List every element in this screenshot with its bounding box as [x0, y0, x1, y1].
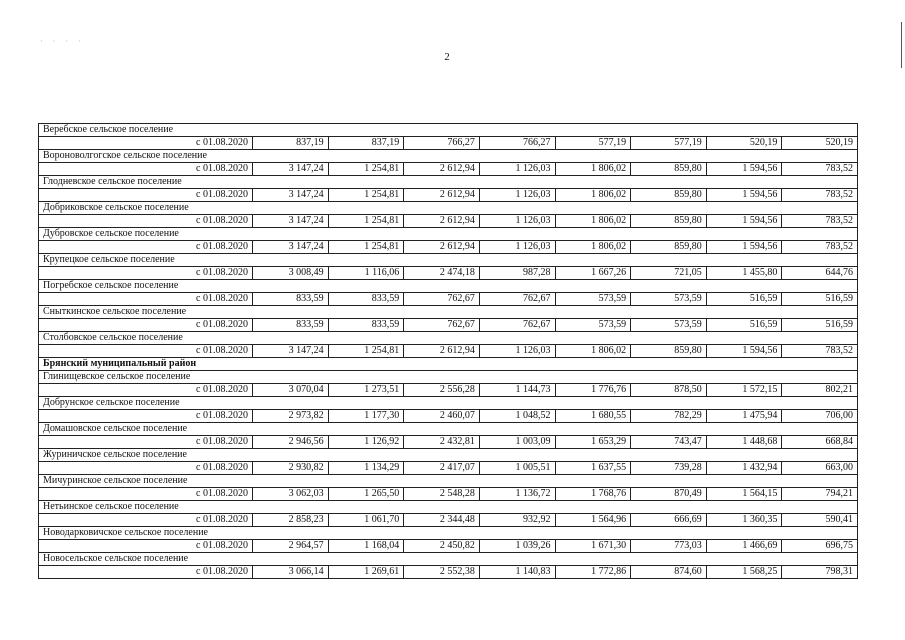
value-cell: 1 061,70: [328, 514, 404, 527]
date-cell: с 01.08.2020: [39, 345, 253, 358]
value-cell: 2 450,82: [404, 540, 480, 553]
value-cell: 1 653,29: [555, 436, 631, 449]
value-cell: 1 048,52: [479, 410, 555, 423]
value-cell: 1 273,51: [328, 384, 404, 397]
settlement-name: Крупецкое сельское поселение: [39, 254, 858, 267]
value-cell: 1 254,81: [328, 345, 404, 358]
value-cell: 1 594,56: [706, 189, 782, 202]
settlement-heading-row: [39, 475, 858, 488]
settlement-name: Новосельское сельское поселение: [39, 553, 858, 566]
value-cell: 573,59: [631, 319, 707, 332]
value-cell: 2 417,07: [404, 462, 480, 475]
value-cell: 1 594,56: [706, 215, 782, 228]
value-cell: 1 564,96: [555, 514, 631, 527]
value-cell: 2 556,28: [404, 384, 480, 397]
date-cell: с 01.08.2020: [39, 540, 253, 553]
value-cell: 837,19: [328, 137, 404, 150]
settlement-heading-row: [39, 527, 858, 540]
value-cell: 1 475,94: [706, 410, 782, 423]
value-cell: 3 147,24: [253, 189, 329, 202]
tariff-table-body: [39, 124, 858, 579]
table-row: [39, 137, 858, 150]
value-cell: 1 265,50: [328, 488, 404, 501]
value-cell: 773,03: [631, 540, 707, 553]
value-cell: 932,92: [479, 514, 555, 527]
settlement-name: Сныткинское сельское поселение: [39, 306, 858, 319]
settlement-name: Дубровское сельское поселение: [39, 228, 858, 241]
value-cell: 516,59: [706, 319, 782, 332]
value-cell: 859,80: [631, 163, 707, 176]
value-cell: 1 455,80: [706, 267, 782, 280]
value-cell: 859,80: [631, 345, 707, 358]
value-cell: 1 594,56: [706, 163, 782, 176]
table-row: [39, 566, 858, 579]
tariff-table: [38, 123, 858, 579]
value-cell: 783,52: [782, 189, 858, 202]
value-cell: 878,50: [631, 384, 707, 397]
date-cell: с 01.08.2020: [39, 384, 253, 397]
value-cell: 2 930,82: [253, 462, 329, 475]
settlement-heading-row: [39, 202, 858, 215]
table-row: [39, 410, 858, 423]
value-cell: 3 147,24: [253, 163, 329, 176]
settlement-heading-row: [39, 306, 858, 319]
table-row: [39, 319, 858, 332]
settlement-heading-row: [39, 228, 858, 241]
value-cell: 1 126,03: [479, 215, 555, 228]
table-row: [39, 163, 858, 176]
value-cell: 516,59: [782, 319, 858, 332]
settlement-heading-row: [39, 449, 858, 462]
date-cell: с 01.08.2020: [39, 137, 253, 150]
value-cell: 1 126,03: [479, 241, 555, 254]
value-cell: 1 039,26: [479, 540, 555, 553]
value-cell: 706,00: [782, 410, 858, 423]
value-cell: 833,59: [253, 319, 329, 332]
settlement-name: Глинищевское сельское поселение: [39, 371, 858, 384]
settlement-heading-row: [39, 397, 858, 410]
value-cell: 1 254,81: [328, 189, 404, 202]
value-cell: 2 612,94: [404, 163, 480, 176]
value-cell: 2 858,23: [253, 514, 329, 527]
value-cell: 3 147,24: [253, 215, 329, 228]
value-cell: 1 177,30: [328, 410, 404, 423]
table-row: [39, 189, 858, 202]
value-cell: 1 594,56: [706, 345, 782, 358]
date-cell: с 01.08.2020: [39, 293, 253, 306]
value-cell: 1 768,76: [555, 488, 631, 501]
value-cell: 1 448,68: [706, 436, 782, 449]
value-cell: 1 254,81: [328, 241, 404, 254]
page-number: 2: [444, 51, 450, 63]
value-cell: 696,75: [782, 540, 858, 553]
value-cell: 782,29: [631, 410, 707, 423]
date-cell: с 01.08.2020: [39, 410, 253, 423]
value-cell: 1 776,76: [555, 384, 631, 397]
value-cell: 2 612,94: [404, 189, 480, 202]
table-row: [39, 540, 858, 553]
value-cell: 874,60: [631, 566, 707, 579]
value-cell: 1 126,03: [479, 345, 555, 358]
value-cell: 870,49: [631, 488, 707, 501]
value-cell: 2 344,48: [404, 514, 480, 527]
settlement-name: Вороноволгогское сельское поселение: [39, 150, 858, 163]
settlement-heading-row: [39, 176, 858, 189]
value-cell: 644,76: [782, 267, 858, 280]
table-row: [39, 267, 858, 280]
value-cell: 721,05: [631, 267, 707, 280]
value-cell: 1 254,81: [328, 163, 404, 176]
scan-edge-mark: [901, 22, 902, 68]
date-cell: с 01.08.2020: [39, 514, 253, 527]
value-cell: 833,59: [253, 293, 329, 306]
value-cell: 798,31: [782, 566, 858, 579]
settlement-heading-row: [39, 332, 858, 345]
district-name: Брянский муниципальный район: [39, 358, 858, 371]
table-row: [39, 436, 858, 449]
value-cell: 520,19: [706, 137, 782, 150]
value-cell: 783,52: [782, 345, 858, 358]
value-cell: 2 460,07: [404, 410, 480, 423]
value-cell: 766,27: [404, 137, 480, 150]
settlement-name: Добриковское сельское поселение: [39, 202, 858, 215]
date-cell: с 01.08.2020: [39, 267, 253, 280]
settlement-heading-row: [39, 371, 858, 384]
value-cell: 762,67: [404, 319, 480, 332]
settlement-heading-row: [39, 553, 858, 566]
value-cell: 2 432,81: [404, 436, 480, 449]
settlement-name: Новодарковичское сельское поселение: [39, 527, 858, 540]
value-cell: 762,67: [479, 319, 555, 332]
value-cell: 3 062,03: [253, 488, 329, 501]
value-cell: 987,28: [479, 267, 555, 280]
settlement-name: Столбовское сельское поселение: [39, 332, 858, 345]
value-cell: 2 612,94: [404, 241, 480, 254]
value-cell: 573,59: [555, 319, 631, 332]
value-cell: 1 568,25: [706, 566, 782, 579]
value-cell: 794,21: [782, 488, 858, 501]
value-cell: 3 147,24: [253, 345, 329, 358]
value-cell: 577,19: [555, 137, 631, 150]
value-cell: 739,28: [631, 462, 707, 475]
date-cell: с 01.08.2020: [39, 566, 253, 579]
value-cell: 1 126,03: [479, 189, 555, 202]
value-cell: 666,69: [631, 514, 707, 527]
value-cell: 1 254,81: [328, 215, 404, 228]
value-cell: 833,59: [328, 319, 404, 332]
table-row: [39, 293, 858, 306]
value-cell: 766,27: [479, 137, 555, 150]
table-row: [39, 488, 858, 501]
value-cell: 1 126,92: [328, 436, 404, 449]
settlement-name: Погребское сельское поселение: [39, 280, 858, 293]
value-cell: 1 136,72: [479, 488, 555, 501]
settlement-heading-row: [39, 280, 858, 293]
date-cell: с 01.08.2020: [39, 462, 253, 475]
value-cell: 573,59: [555, 293, 631, 306]
value-cell: 516,59: [782, 293, 858, 306]
value-cell: 1 360,35: [706, 514, 782, 527]
value-cell: 1 671,30: [555, 540, 631, 553]
district-heading-row: [39, 358, 858, 371]
value-cell: 516,59: [706, 293, 782, 306]
scan-artifact: · · · ·: [40, 37, 85, 46]
settlement-name: Глодневское сельское поселение: [39, 176, 858, 189]
value-cell: 1 432,94: [706, 462, 782, 475]
value-cell: 859,80: [631, 241, 707, 254]
value-cell: 3 008,49: [253, 267, 329, 280]
date-cell: с 01.08.2020: [39, 215, 253, 228]
value-cell: 783,52: [782, 163, 858, 176]
value-cell: 3 070,04: [253, 384, 329, 397]
value-cell: 1 806,02: [555, 163, 631, 176]
value-cell: 573,59: [631, 293, 707, 306]
date-cell: с 01.08.2020: [39, 488, 253, 501]
table-row: [39, 215, 858, 228]
value-cell: 762,67: [479, 293, 555, 306]
settlement-name: Мичуринское сельское поселение: [39, 475, 858, 488]
table-row: [39, 345, 858, 358]
value-cell: 783,52: [782, 215, 858, 228]
value-cell: 2 612,94: [404, 345, 480, 358]
value-cell: 783,52: [782, 241, 858, 254]
value-cell: 1 680,55: [555, 410, 631, 423]
value-cell: 2 548,28: [404, 488, 480, 501]
settlement-name: Добрунское сельское поселение: [39, 397, 858, 410]
value-cell: 1 572,15: [706, 384, 782, 397]
table-row: [39, 514, 858, 527]
date-cell: с 01.08.2020: [39, 436, 253, 449]
value-cell: 1 126,03: [479, 163, 555, 176]
value-cell: 663,00: [782, 462, 858, 475]
value-cell: 1 144,73: [479, 384, 555, 397]
value-cell: 859,80: [631, 215, 707, 228]
value-cell: 2 973,82: [253, 410, 329, 423]
settlement-name: Нетьинское сельское поселение: [39, 501, 858, 514]
settlement-name: Веребское сельское поселение: [39, 124, 858, 137]
value-cell: 1 269,61: [328, 566, 404, 579]
value-cell: 1 806,02: [555, 215, 631, 228]
value-cell: 1 003,09: [479, 436, 555, 449]
table-row: [39, 241, 858, 254]
value-cell: 1 168,04: [328, 540, 404, 553]
value-cell: 1 806,02: [555, 189, 631, 202]
value-cell: 1 116,06: [328, 267, 404, 280]
value-cell: 802,21: [782, 384, 858, 397]
settlement-name: Домашовское сельское поселение: [39, 423, 858, 436]
value-cell: 1 466,69: [706, 540, 782, 553]
value-cell: 1 637,55: [555, 462, 631, 475]
value-cell: 1 806,02: [555, 241, 631, 254]
value-cell: 590,41: [782, 514, 858, 527]
date-cell: с 01.08.2020: [39, 163, 253, 176]
value-cell: 743,47: [631, 436, 707, 449]
table-row: [39, 462, 858, 475]
settlement-heading-row: [39, 254, 858, 267]
settlement-heading-row: [39, 423, 858, 436]
date-cell: с 01.08.2020: [39, 189, 253, 202]
value-cell: 577,19: [631, 137, 707, 150]
value-cell: 1 005,51: [479, 462, 555, 475]
value-cell: 668,84: [782, 436, 858, 449]
value-cell: 1 564,15: [706, 488, 782, 501]
value-cell: 2 946,56: [253, 436, 329, 449]
value-cell: 837,19: [253, 137, 329, 150]
settlement-name: Журиничское сельское поселение: [39, 449, 858, 462]
value-cell: 3 066,14: [253, 566, 329, 579]
value-cell: 2 612,94: [404, 215, 480, 228]
value-cell: 520,19: [782, 137, 858, 150]
value-cell: 833,59: [328, 293, 404, 306]
settlement-heading-row: [39, 501, 858, 514]
value-cell: 1 772,86: [555, 566, 631, 579]
value-cell: 1 134,29: [328, 462, 404, 475]
settlement-heading-row: [39, 124, 858, 137]
value-cell: 1 667,26: [555, 267, 631, 280]
value-cell: 1 594,56: [706, 241, 782, 254]
value-cell: 859,80: [631, 189, 707, 202]
value-cell: 2 552,38: [404, 566, 480, 579]
settlement-heading-row: [39, 150, 858, 163]
date-cell: с 01.08.2020: [39, 319, 253, 332]
value-cell: 2 964,57: [253, 540, 329, 553]
date-cell: с 01.08.2020: [39, 241, 253, 254]
value-cell: 2 474,18: [404, 267, 480, 280]
value-cell: 762,67: [404, 293, 480, 306]
value-cell: 1 806,02: [555, 345, 631, 358]
value-cell: 1 140,83: [479, 566, 555, 579]
table-row: [39, 384, 858, 397]
value-cell: 3 147,24: [253, 241, 329, 254]
